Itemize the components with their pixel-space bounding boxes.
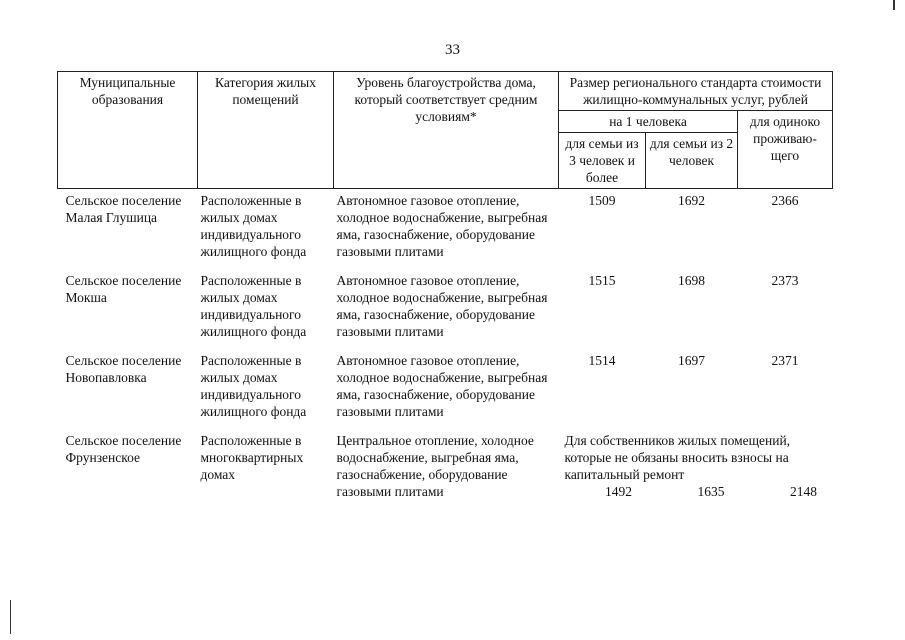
- cell-category: Расположенные в многоквартирных домах: [200, 433, 304, 482]
- table-row: [58, 189, 833, 273]
- header-standard-size: Размер регионального стандарта стоимости жилищно-коммунальных услуг, рублей: [559, 72, 833, 111]
- cell-family-2: 1697: [678, 353, 705, 368]
- header-family-2: для семьи из 2 человек: [646, 133, 738, 189]
- header-per-person: на 1 человека: [559, 111, 738, 133]
- header-single: для одиноко проживаю-щего: [738, 111, 833, 189]
- cell-family-3: 1515: [588, 273, 616, 288]
- cell-single: 2148: [790, 484, 817, 499]
- table-row: [58, 272, 833, 352]
- cell-family-3: 1492: [605, 484, 632, 499]
- cell-level: Автономное газовое отопление, холодное водоснабжение, выгребная яма, газоснабжение, оборудование газовыми плитами: [336, 193, 548, 259]
- header-municipal: Муниципальные образования: [58, 72, 198, 189]
- regional-standard-table: [57, 71, 833, 512]
- header-family-3: для семьи из 3 человек и более: [559, 133, 646, 189]
- cell-municipal: Сельское поселение Новопавловка: [65, 353, 182, 385]
- header-level: Уровень благоустройства дома, который соответствует средним условиям*: [334, 72, 559, 189]
- cell-category: Расположенные в жилых домах индивидуального жилищного фонда: [200, 193, 307, 259]
- cell-note-block: [559, 432, 833, 512]
- cell-single: 2373: [771, 273, 799, 288]
- edge-mark: [893, 0, 895, 10]
- capital-repair-note: Для собственников жилых помещений, которые не обязаны вносить взносы на капитальный ремонт: [564, 433, 791, 482]
- cell-family-3: 1509: [588, 193, 616, 208]
- cell-family-3: 1514: [588, 353, 616, 368]
- cell-category: Расположенные в жилых домах индивидуального жилищного фонда: [200, 273, 307, 339]
- margin-mark: [10, 600, 11, 634]
- cell-level: Автономное газовое отопление, холодное водоснабжение, выгребная яма, газоснабжение, оборудование газовыми плитами: [336, 273, 548, 339]
- cell-family-2: 1692: [678, 193, 705, 208]
- page-number: 33: [445, 42, 460, 58]
- cell-single: 2366: [771, 193, 799, 208]
- cell-family-2: 1635: [697, 484, 725, 499]
- cell-municipal: Сельское поселение Малая Глушица: [65, 193, 182, 225]
- cell-level: Автономное газовое отопление, холодное водоснабжение, выгребная яма, газоснабжение, оборудование газовыми плитами: [336, 353, 548, 419]
- cell-family-2: 1698: [678, 273, 705, 288]
- cell-single: 2371: [771, 353, 799, 368]
- table-row: [58, 352, 833, 432]
- cell-level: Центральное отопление, холодное водоснабжение, выгребная яма, газоснабжение, оборудование газовыми плитами: [336, 433, 534, 499]
- note-values: [565, 483, 830, 500]
- cell-municipal: Сельское поселение Фрунзенское: [65, 433, 182, 465]
- cell-municipal: Сельское поселение Мокша: [65, 273, 182, 305]
- cell-category: Расположенные в жилых домах индивидуального жилищного фонда: [200, 353, 307, 419]
- table-row: [58, 432, 833, 512]
- header-category: Категория жилых помещений: [198, 72, 334, 189]
